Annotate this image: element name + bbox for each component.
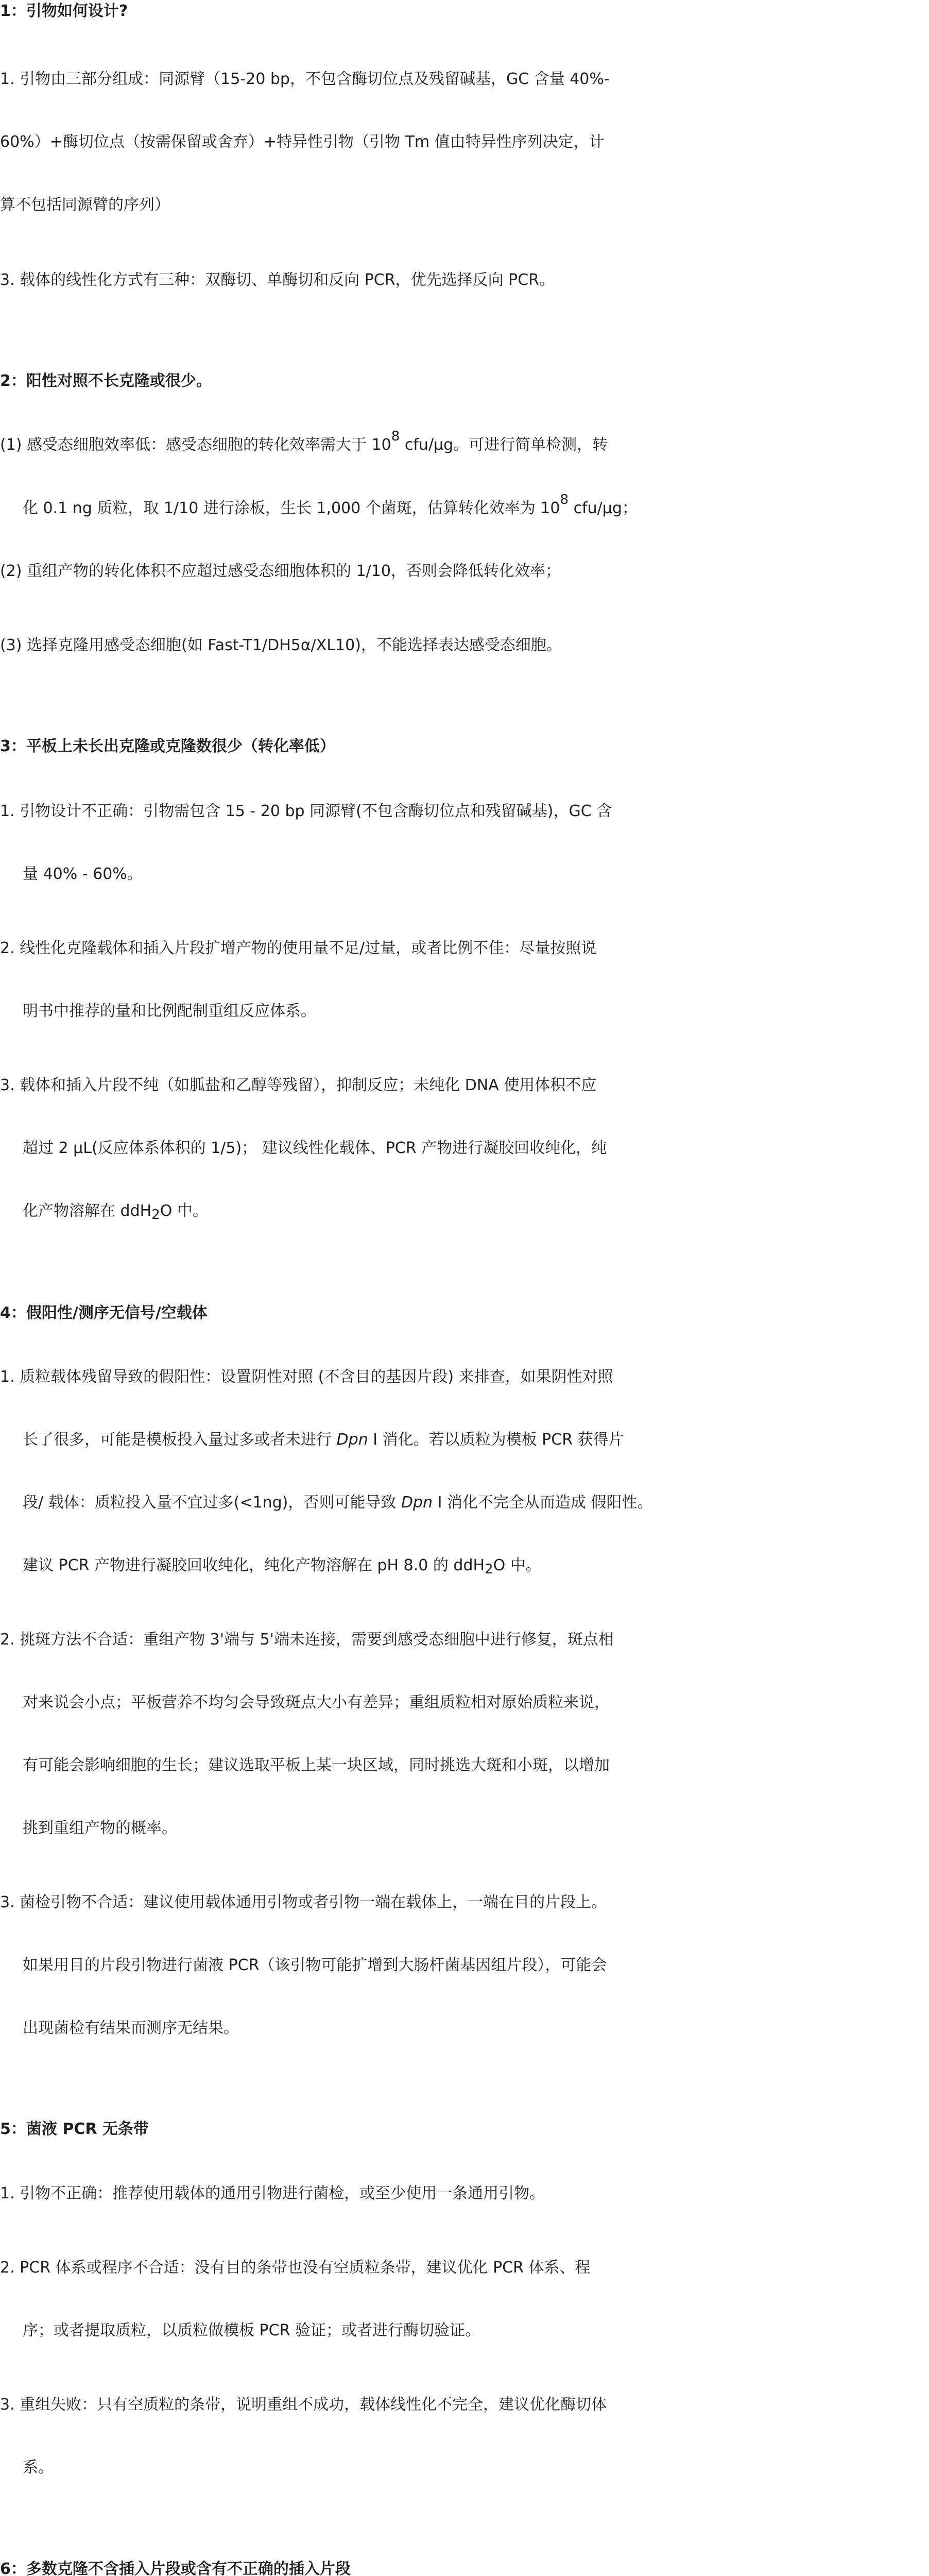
paragraph-line: 2. PCR 体系或程序不合适：没有目的条带也没有空质粒条带，建议优化 PCR 体系、程 <box>0 2259 591 2277</box>
paragraph-line: 1. 引物不正确：推荐使用载体的通用引物进行菌检，或至少使用一条通用引物。 <box>0 2184 545 2202</box>
paragraph-line: 2. 线性化克隆载体和插入片段扩增产物的使用量不足/过量，或者比例不佳：尽量按照说 <box>0 939 597 957</box>
paragraph-line: 1. 引物设计不正确：引物需包含 15 - 20 bp 同源臂(不包含酶切位点和残留碱基)，GC 含 <box>0 802 612 820</box>
paragraph-line: (1) 感受态细胞效率低：感受态细胞的转化效率需大于 $10^8$ cfu/μg。可进行简单检测，转 <box>0 429 608 454</box>
paragraph-line: 出现菌检有结果而测序无结果。 <box>23 2019 239 2037</box>
paragraph-line: 长了很多，可能是模板投入量过多或者未进行 Dpn I 消化。若以质粒为模板 PCR 获得片 <box>23 1431 624 1449</box>
paragraph-line: 序；或者提取质粒，以质粒做模板 PCR 验证；或者进行酶切验证。 <box>23 2321 480 2340</box>
paragraph-line: 有可能会影响细胞的生长；建议选取平板上某一块区域，同时挑选大斑和小斑，以增加 <box>23 1756 610 1774</box>
section-heading: 6：多数克隆不含插入片段或含有不正确的插入片段 <box>0 2560 351 2576</box>
paragraph-line: 化 0.1 ng 质粒，取 1/10 进行涂板，生长 1,000 个菌斑，估算转化效率为 $10^8$ cfu/μg； <box>23 492 638 517</box>
paragraph-line: 3. 载体和插入片段不纯（如胍盐和乙醇等残留），抑制反应；未纯化 DNA 使用体积不应 <box>0 1076 597 1094</box>
paragraph-line: 建议 PCR 产物进行凝胶回收纯化，纯化产物溶解在 pH 8.0 的 ddH$_2$O 中。 <box>23 1556 541 1577</box>
paragraph-line: 化产物溶解在 ddH$_2$O 中。 <box>23 1202 208 1223</box>
paragraph-line: 量 40% - 60%。 <box>23 865 143 883</box>
section-heading: 2：阳性对照不长克隆或很少。 <box>0 372 212 390</box>
paragraph-line: 1. 质粒载体残留导致的假阳性：设置阴性对照 (不含目的基因片段) 来排查，如果阴性对照 <box>0 1368 613 1386</box>
paragraph-line: 3. 重组失败：只有空质粒的条带，说明重组不成功，载体线性化不完全，建议优化酶切体 <box>0 2396 607 2414</box>
paragraph-line: 挑到重组产物的概率。 <box>23 1819 177 1837</box>
section-heading: 1：引物如何设计? <box>0 2 128 20</box>
section-heading: 3：平板上未长出克隆或克隆数很少（转化率低） <box>0 737 335 755</box>
paragraph-line: 系。 <box>23 2459 54 2477</box>
paragraph-line: 3. 菌检引物不合适：建议使用载体通用引物或者引物一端在载体上，一端在目的片段上。 <box>0 1893 607 1911</box>
paragraph-line: 2. 挑斑方法不合适：重组产物 3'端与 5'端未连接，需要到感受态细胞中进行修复，斑点相 <box>0 1631 614 1649</box>
paragraph-line: 超过 2 μL(反应体系体积的 1/5)； 建议线性化载体、PCR 产物进行凝胶回收纯化，纯 <box>23 1139 607 1157</box>
paragraph-line: 段/ 载体：质粒投入量不宜过多(<1ng)，否则可能导致 Dpn I 消化不完全从而造成 假阳性。 <box>23 1494 653 1512</box>
paragraph-line: 对来说会小点；平板营养不均匀会导致斑点大小有差异；重组质粒相对原始质粒来说， <box>23 1693 610 1711</box>
paragraph-line: 算不包括同源臂的序列） <box>0 196 170 214</box>
paragraph-line: 60%）+酶切位点（按需保留或舍弃）+特异性引物（引物 Tm 值由特异性序列决定，计 <box>0 133 605 151</box>
paragraph-line: 如果用目的片段引物进行菌液 PCR（该引物可能扩增到大肠杆菌基因组片段），可能会 <box>23 1956 607 1974</box>
section-heading: 5：菌液 PCR 无条带 <box>0 2120 149 2138</box>
section-heading: 4：假阳性/测序无信号/空载体 <box>0 1304 208 1322</box>
paragraph-line: 明书中推荐的量和比例配制重组反应体系。 <box>23 1002 316 1020</box>
paragraph-line: 3. 载体的线性化方式有三种：双酶切、单酶切和反向 PCR，优先选择反向 PCR。 <box>0 271 555 289</box>
paragraph-line: (2) 重组产物的转化体积不应超过感受态细胞体积的 1/10，否则会降低转化效率； <box>0 562 561 580</box>
paragraph-line: 1. 引物由三部分组成：同源臂（15-20 bp，不包含酶切位点及残留碱基，GC 含量 40%- <box>0 70 610 88</box>
paragraph-line: (3) 选择克隆用感受态细胞(如 Fast-T1/DH5α/XL10)，不能选择表达感受态细胞。 <box>0 636 562 654</box>
